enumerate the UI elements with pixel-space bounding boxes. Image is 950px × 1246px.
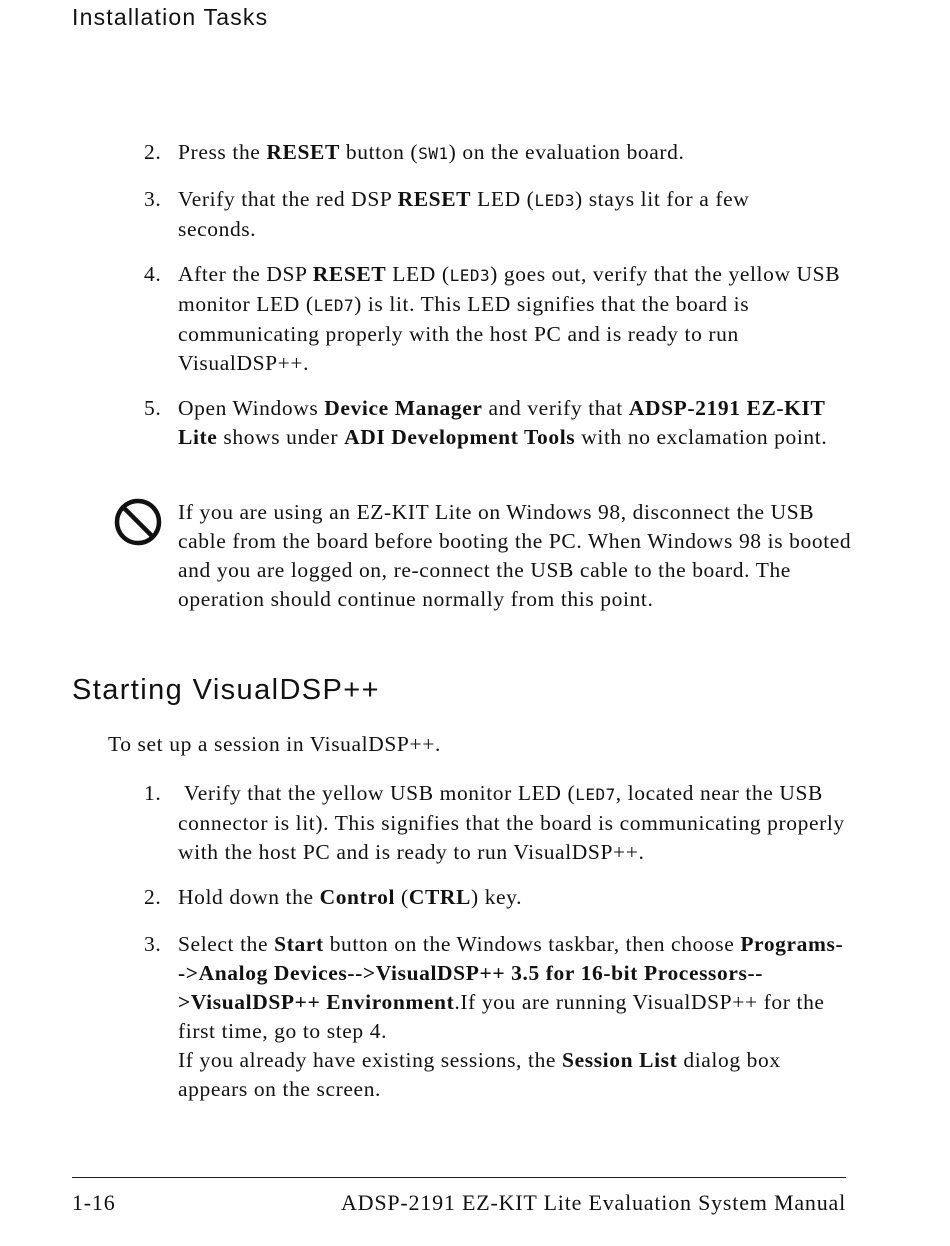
bold-term: Control <box>319 885 396 909</box>
step-number: 5. <box>144 396 162 420</box>
code-ref: LED7 <box>313 296 355 315</box>
step-number: 4. <box>144 262 162 286</box>
bold-term: RESET <box>266 140 340 164</box>
step-text: After the DSP RESET LED (LED3) goes out, verify that the yellow USB monitor LED (LED7) is lit. This LED signifies that the board is communicating properly with the host PC and is ready to run VisualDSP++. <box>178 262 841 375</box>
bold-term: RESET <box>397 187 472 211</box>
bold-term: Session List <box>562 1048 678 1072</box>
bold-term: CTRL <box>408 885 471 909</box>
prohibition-icon <box>113 497 163 547</box>
code-ref: LED3 <box>534 191 575 210</box>
step-item <box>144 260 849 378</box>
step-number: 2. <box>144 885 162 909</box>
running-header: Installation Tasks <box>72 4 269 30</box>
bold-term: Device Manager <box>324 396 483 420</box>
section-intro: To set up a session in VisualDSP++. <box>108 732 441 756</box>
bold-term: ADSP-2191 EZ-KIT Lite <box>178 396 826 449</box>
manual-title: ADSP-2191 EZ-KIT Lite Evaluation System Manual <box>340 1190 846 1215</box>
bold-term: RESET <box>312 262 387 286</box>
step-text: Select the Start button on the Windows taskbar, then choose Programs-->Analog Devices-->VisualDSP++ 3.5 for 16-bit Processors-->VisualDSP++ Environment.If you are running VisualDSP++ for the first time, go to step 4. If you already have existing sessions, the Session List dialog box appears on the screen. <box>178 932 844 1101</box>
step-number: 3. <box>144 932 162 956</box>
section-heading: Starting VisualDSP++ <box>72 674 380 706</box>
step-text: Verify that the red DSP RESET LED (LED3) stays lit for a few seconds. <box>178 187 750 241</box>
step-item <box>144 185 804 244</box>
page-number: 1-16 <box>72 1190 116 1215</box>
code-ref: LED3 <box>449 266 491 285</box>
step-number: 2. <box>144 140 162 164</box>
footer-rule <box>72 1177 846 1178</box>
step-item <box>144 394 849 452</box>
step-number: 3. <box>144 187 162 211</box>
step-text: Verify that the yellow USB monitor LED (LED7, located near the USB connector is lit). This signifies that the board is communicating properly with the host PC and is ready to run VisualDSP++. <box>178 781 845 864</box>
step-item <box>144 883 849 912</box>
caution-note: If you are using an EZ-KIT Lite on Windows 98, disconnect the USB cable from the board before booting the PC. When Windows 98 is booted and you are logged on, re-connect the USB cable to the board. The operation should continue normally from this point. <box>178 500 852 611</box>
step-text: Open Windows Device Manager and verify that ADSP-2191 EZ-KIT Lite shows under ADI Development Tools with no exclamation point. <box>178 396 828 449</box>
code-ref: LED7 <box>575 785 616 804</box>
code-ref: SW1 <box>418 144 449 163</box>
step-text: Hold down the Control (CTRL) key. <box>178 885 523 909</box>
bold-term: Programs-->Analog Devices-->VisualDSP++ 3.5 for 16-bit Processors-->VisualDSP++ Environment <box>178 932 844 1014</box>
bold-term: Start <box>274 932 324 956</box>
step-item <box>144 138 849 168</box>
step-item <box>144 930 849 1104</box>
step-item <box>144 779 849 867</box>
bold-term: ADI Development Tools <box>344 425 576 449</box>
step-text: Press the RESET button (SW1) on the evaluation board. <box>178 140 685 164</box>
step-number: 1. <box>144 781 162 805</box>
